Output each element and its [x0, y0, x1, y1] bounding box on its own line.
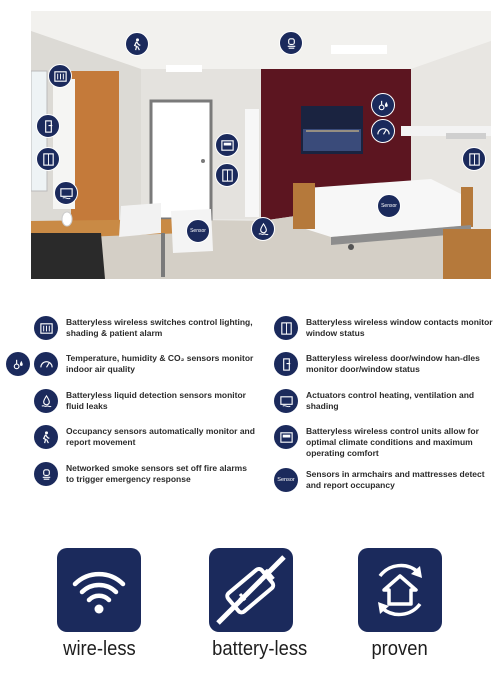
legend-text-actuators: Actuators control heating, ventilation and shading	[306, 390, 475, 411]
hotspot-smoke-sensor-icon[interactable]	[279, 31, 303, 55]
gauge-icon	[34, 352, 58, 376]
house-cycle-icon	[366, 556, 434, 624]
legend-text-door-handles: Batteryless wireless door/window han-dles monitor door/window status	[306, 353, 480, 374]
legend-item-control-units	[274, 425, 496, 459]
hotspot-sensor-text: Sensor	[190, 228, 206, 234]
legend-item-occupancy-sensors	[274, 468, 496, 492]
liquid-detection-icon	[34, 389, 58, 413]
legend-item-actuators	[274, 389, 496, 413]
legend-item-door-handles	[274, 352, 496, 376]
hotspot-climate-sensor-icon[interactable]	[371, 93, 395, 117]
legend-text-climate: Temperature, humidity & CO₂ sensors monitor indoor air quality	[66, 353, 254, 374]
sensor-label-icon	[274, 468, 298, 492]
wifi-icon	[67, 558, 131, 622]
hotspot-door-handle-icon[interactable]	[36, 114, 60, 138]
legend-text-window-contacts: Batteryless wireless window contacts monitor window status	[306, 317, 493, 338]
badge-batteryless-label: battery-less	[212, 638, 308, 660]
legend-text-liquid: Batteryless liquid detection sensors monitor fluid leaks	[66, 390, 246, 411]
hotspot-window-contact-icon-2[interactable]	[215, 163, 239, 187]
window-contact-icon	[274, 316, 298, 340]
hospital-room-illustration	[31, 11, 491, 279]
hotspot-window-contact-icon[interactable]	[36, 147, 60, 171]
hotspot-sensor-label-bed[interactable]	[377, 194, 401, 218]
smoke-sensor-icon	[34, 462, 58, 486]
hotspot-control-unit-icon[interactable]	[215, 133, 239, 157]
badge-wireless-label: wire-less	[62, 638, 136, 660]
legend-item-switches	[34, 316, 256, 340]
badge-proven	[357, 548, 443, 661]
hotspot-switch-panel-icon[interactable]	[48, 64, 72, 88]
battery-crossed-icon	[214, 553, 288, 627]
badge-proven-box	[358, 548, 442, 632]
legend-item-smoke	[34, 462, 256, 486]
legend-item-occupancy	[34, 425, 256, 449]
legend-text-smoke: Networked smoke sensors set off fire alarms to trigger emergency response	[66, 463, 247, 484]
badge-proven-label: proven	[371, 638, 429, 660]
hotspot-occupancy-walking-icon[interactable]	[125, 32, 149, 56]
hotspot-sensor-text-bed: Sensor	[381, 203, 397, 209]
climate-sensor-icon	[6, 352, 30, 376]
hotspot-sensor-label[interactable]	[186, 219, 210, 243]
legend-item-window-contacts	[274, 316, 496, 340]
sensor-label-text: Sensor	[277, 477, 295, 483]
legend-text-control-units: Batteryless wireless control units allow for optimal climate conditions and maximum operating comfort	[306, 426, 479, 458]
badge-wireless-box	[57, 548, 141, 632]
control-unit-icon	[274, 425, 298, 449]
legend-text-occupancy: Occupancy sensors automatically monitor and report movement	[66, 426, 255, 447]
badge-batteryless-box	[209, 548, 293, 632]
hotspot-window-contact-icon-3[interactable]	[462, 147, 486, 171]
hotspot-gauge-icon[interactable]	[371, 119, 395, 143]
hotspot-actuator-icon[interactable]	[54, 181, 78, 205]
switch-panel-icon	[34, 316, 58, 340]
badge-wireless	[56, 548, 142, 661]
legend-item-liquid	[34, 389, 256, 413]
door-handle-icon	[274, 352, 298, 376]
badge-batteryless	[208, 548, 308, 661]
hotspot-liquid-detection-icon[interactable]	[251, 217, 275, 241]
legend-text-occupancy-sensors: Sensors in armchairs and mattresses detect and report occupancy	[306, 469, 485, 490]
actuator-icon	[274, 389, 298, 413]
occupancy-walking-icon	[34, 425, 58, 449]
legend-item-climate	[6, 352, 256, 376]
legend-text-switches: Batteryless wireless switches control lighting, shading & patient alarm	[66, 317, 253, 338]
sensor-legend	[0, 308, 500, 498]
